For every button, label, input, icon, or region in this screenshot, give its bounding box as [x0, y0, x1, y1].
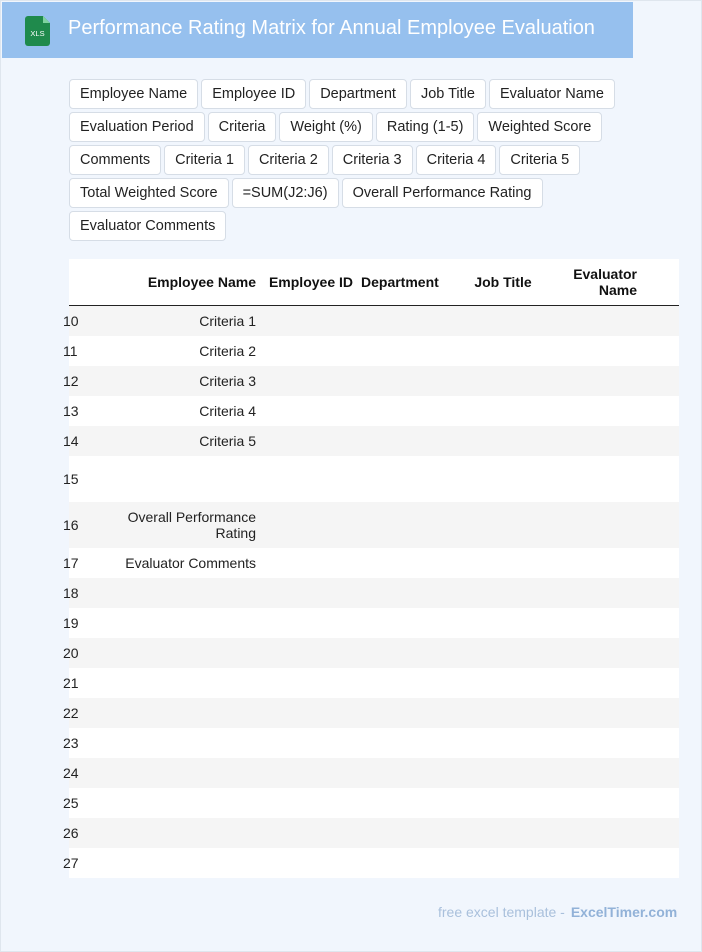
- row-number: 18: [63, 585, 79, 601]
- row-number-cell: [63, 502, 81, 548]
- employee-name-cell[interactable]: [81, 818, 260, 848]
- row-number-cell: [63, 638, 81, 668]
- footer-text: free excel template -: [438, 904, 565, 920]
- header-banner: [2, 2, 633, 58]
- table-cell[interactable]: [457, 788, 549, 818]
- employee-name-cell[interactable]: [81, 668, 260, 698]
- table-cell[interactable]: [641, 548, 679, 578]
- field-tag: Department: [309, 79, 407, 109]
- table-cell[interactable]: [357, 366, 457, 396]
- table-row: [69, 578, 679, 608]
- table-cell[interactable]: [457, 608, 549, 638]
- table-cell[interactable]: [549, 336, 641, 366]
- table-cell[interactable]: [549, 698, 641, 728]
- table-cell[interactable]: [641, 758, 679, 788]
- table-cell[interactable]: [260, 788, 357, 818]
- table-cell[interactable]: [457, 426, 549, 456]
- field-tag: Evaluator Comments: [69, 211, 226, 241]
- table-cell[interactable]: [549, 788, 641, 818]
- employee-name-cell[interactable]: [81, 578, 260, 608]
- row-number: 22: [63, 705, 79, 721]
- table-row: [69, 818, 679, 848]
- table-cell[interactable]: [260, 502, 357, 548]
- row-number: 21: [63, 675, 79, 691]
- field-tag: Criteria: [208, 112, 277, 142]
- field-tag-list: [69, 79, 649, 241]
- field-tag: Total Weighted Score: [69, 178, 229, 208]
- table-cell[interactable]: [260, 668, 357, 698]
- table-cell[interactable]: [260, 336, 357, 366]
- table-cell[interactable]: [357, 818, 457, 848]
- table-row: [69, 426, 679, 456]
- footer-credit: [438, 904, 677, 920]
- table-cell[interactable]: [260, 456, 357, 502]
- table-cell[interactable]: [549, 728, 641, 758]
- table-cell[interactable]: [549, 502, 641, 548]
- table-cell[interactable]: [549, 548, 641, 578]
- table-cell[interactable]: [549, 366, 641, 396]
- table-cell[interactable]: [357, 668, 457, 698]
- field-tag: Employee Name: [69, 79, 198, 109]
- row-number-cell: [63, 788, 81, 818]
- table-cell[interactable]: [260, 548, 357, 578]
- table-row: [69, 456, 679, 502]
- table-cell[interactable]: [357, 848, 457, 878]
- row-number: 19: [63, 615, 79, 631]
- field-tag: Evaluation Period: [69, 112, 205, 142]
- table-row: [69, 668, 679, 698]
- table-cell[interactable]: [457, 638, 549, 668]
- field-tag: Comments: [69, 145, 161, 175]
- table-cell[interactable]: [457, 848, 549, 878]
- table-cell[interactable]: [260, 698, 357, 728]
- table-cell[interactable]: [549, 848, 641, 878]
- field-tag: Criteria 4: [416, 145, 497, 175]
- col-header-evaluator-name[interactable]: Evaluator Name: [549, 259, 641, 306]
- table-cell[interactable]: [260, 638, 357, 668]
- table-cell[interactable]: [357, 788, 457, 818]
- table-cell[interactable]: [457, 456, 549, 502]
- table-cell[interactable]: [549, 306, 641, 337]
- table-cell[interactable]: [457, 758, 549, 788]
- table-cell[interactable]: [357, 502, 457, 548]
- table-cell[interactable]: [641, 848, 679, 878]
- table-cell[interactable]: [549, 668, 641, 698]
- employee-name-cell[interactable]: [81, 788, 260, 818]
- employee-name-cell[interactable]: Criteria 2: [81, 336, 260, 366]
- table-cell[interactable]: [457, 668, 549, 698]
- table-cell[interactable]: [549, 638, 641, 668]
- table-row: [69, 396, 679, 426]
- table-cell[interactable]: [357, 698, 457, 728]
- field-tag: Weight (%): [279, 112, 372, 142]
- field-tag: Weighted Score: [477, 112, 602, 142]
- table-row: [69, 608, 679, 638]
- table-cell[interactable]: [357, 426, 457, 456]
- table-cell[interactable]: [641, 728, 679, 758]
- row-number: 12: [63, 373, 79, 389]
- table-cell[interactable]: [357, 638, 457, 668]
- table-cell[interactable]: [641, 668, 679, 698]
- row-number-cell: [63, 608, 81, 638]
- table-header-row: [69, 259, 679, 306]
- row-number-cell: [63, 426, 81, 456]
- table-cell[interactable]: [260, 578, 357, 608]
- table-cell[interactable]: [260, 608, 357, 638]
- excel-icon-label: XLS: [30, 29, 45, 38]
- row-number-cell: [63, 548, 81, 578]
- table-cell[interactable]: [641, 818, 679, 848]
- table-row: [69, 502, 679, 548]
- row-number: 25: [63, 795, 79, 811]
- table-cell[interactable]: [457, 728, 549, 758]
- table-cell[interactable]: [641, 426, 679, 456]
- page-title: Performance Rating Matrix for Annual Employee Evaluation: [68, 17, 595, 39]
- table-row: [69, 758, 679, 788]
- row-number-cell: [63, 396, 81, 426]
- employee-name-cell[interactable]: Criteria 3: [81, 366, 260, 396]
- table-cell[interactable]: [357, 336, 457, 366]
- field-tag: Overall Performance Rating: [342, 178, 543, 208]
- row-number: 13: [63, 403, 79, 419]
- field-tag: =SUM(J2:J6): [232, 178, 339, 208]
- table-cell[interactable]: [357, 396, 457, 426]
- row-number-header: [69, 259, 81, 306]
- table-cell[interactable]: [641, 502, 679, 548]
- row-number: 23: [63, 735, 79, 751]
- table-row: [69, 848, 679, 878]
- col-header-job-title[interactable]: Job Title: [457, 259, 549, 306]
- table-cell[interactable]: [457, 366, 549, 396]
- table-cell[interactable]: [357, 306, 457, 337]
- table-cell[interactable]: [641, 608, 679, 638]
- employee-name-cell[interactable]: [81, 456, 260, 502]
- table-cell[interactable]: [260, 366, 357, 396]
- field-tag: Criteria 2: [248, 145, 329, 175]
- table-cell[interactable]: [641, 578, 679, 608]
- table-cell[interactable]: [641, 788, 679, 818]
- employee-name-cell[interactable]: [81, 848, 260, 878]
- row-number: 20: [63, 645, 79, 661]
- row-number-cell: [63, 366, 81, 396]
- table-cell[interactable]: [457, 336, 549, 366]
- table-cell[interactable]: [457, 698, 549, 728]
- row-number-cell: [63, 848, 81, 878]
- employee-name-cell[interactable]: [81, 638, 260, 668]
- table-cell[interactable]: [457, 306, 549, 337]
- table-cell[interactable]: [357, 728, 457, 758]
- row-number-cell: [63, 668, 81, 698]
- row-number: 16: [63, 517, 79, 533]
- table-cell[interactable]: [641, 456, 679, 502]
- table-cell[interactable]: [641, 396, 679, 426]
- table-cell[interactable]: [260, 396, 357, 426]
- row-number: 17: [63, 555, 79, 571]
- row-number-cell: [63, 306, 81, 337]
- table-cell[interactable]: [457, 818, 549, 848]
- table-row: [69, 306, 679, 337]
- col-header-employee-id[interactable]: Employee ID: [260, 259, 357, 306]
- field-tag: Criteria 5: [499, 145, 580, 175]
- row-number-cell: [63, 336, 81, 366]
- row-number-cell: [63, 578, 81, 608]
- table-cell[interactable]: [641, 698, 679, 728]
- employee-name-cell[interactable]: Criteria 4: [81, 396, 260, 426]
- table-row: [69, 728, 679, 758]
- table-row: [69, 548, 679, 578]
- row-number: 26: [63, 825, 79, 841]
- footer-brand-link[interactable]: ExcelTimer.com: [570, 904, 678, 920]
- table-cell[interactable]: [357, 548, 457, 578]
- spreadsheet-table: [63, 259, 679, 878]
- table-cell[interactable]: [549, 578, 641, 608]
- excel-file-icon: [24, 16, 52, 46]
- table-row: [69, 788, 679, 818]
- row-number-cell: [63, 758, 81, 788]
- table-cell[interactable]: [260, 728, 357, 758]
- employee-name-cell[interactable]: [81, 608, 260, 638]
- row-number: 14: [63, 433, 79, 449]
- row-number-cell: [63, 818, 81, 848]
- row-number-cell: [63, 698, 81, 728]
- table-cell[interactable]: [549, 818, 641, 848]
- table-row: [69, 366, 679, 396]
- table-cell[interactable]: [549, 426, 641, 456]
- table-cell[interactable]: [260, 818, 357, 848]
- table-cell[interactable]: [549, 396, 641, 426]
- field-tag: Job Title: [410, 79, 486, 109]
- table-cell[interactable]: [357, 608, 457, 638]
- employee-name-cell[interactable]: [81, 698, 260, 728]
- table-cell[interactable]: [260, 306, 357, 337]
- employee-name-cell[interactable]: Criteria 5: [81, 426, 260, 456]
- row-number-cell: [63, 456, 81, 502]
- col-header-blank: [641, 259, 679, 306]
- field-tag: Rating (1-5): [376, 112, 475, 142]
- table-cell[interactable]: [641, 638, 679, 668]
- table-cell[interactable]: [260, 426, 357, 456]
- table-row: [69, 638, 679, 668]
- employee-name-cell[interactable]: [81, 728, 260, 758]
- row-number: 10: [63, 313, 79, 329]
- row-number: 15: [63, 471, 79, 487]
- employee-name-cell[interactable]: [81, 758, 260, 788]
- table-cell[interactable]: [260, 758, 357, 788]
- field-tag: Criteria 3: [332, 145, 413, 175]
- field-tag: Employee ID: [201, 79, 306, 109]
- table-cell[interactable]: [549, 608, 641, 638]
- row-number: 11: [63, 343, 78, 359]
- row-number: 24: [63, 765, 79, 781]
- table-cell[interactable]: [457, 548, 549, 578]
- employee-name-cell[interactable]: Overall Performance Rating: [81, 502, 260, 548]
- table-cell[interactable]: [457, 396, 549, 426]
- col-header-department[interactable]: Department: [357, 259, 457, 306]
- row-number-cell: [63, 728, 81, 758]
- table-cell[interactable]: [457, 502, 549, 548]
- table-cell[interactable]: [549, 456, 641, 502]
- field-tag: Criteria 1: [164, 145, 245, 175]
- table-cell[interactable]: [641, 306, 679, 337]
- table-cell[interactable]: [357, 456, 457, 502]
- field-tag: Evaluator Name: [489, 79, 615, 109]
- employee-name-cell[interactable]: Evaluator Comments: [81, 548, 260, 578]
- table-cell[interactable]: [357, 578, 457, 608]
- table-cell[interactable]: [641, 366, 679, 396]
- col-header-employee-name[interactable]: Employee Name: [81, 259, 260, 306]
- row-number: 27: [63, 855, 79, 871]
- table-cell[interactable]: [357, 758, 457, 788]
- table-cell[interactable]: [641, 336, 679, 366]
- employee-name-cell[interactable]: Criteria 1: [81, 306, 260, 337]
- table-cell[interactable]: [457, 578, 549, 608]
- table-cell[interactable]: [260, 848, 357, 878]
- table-row: [69, 336, 679, 366]
- table-row: [69, 698, 679, 728]
- table-cell[interactable]: [549, 758, 641, 788]
